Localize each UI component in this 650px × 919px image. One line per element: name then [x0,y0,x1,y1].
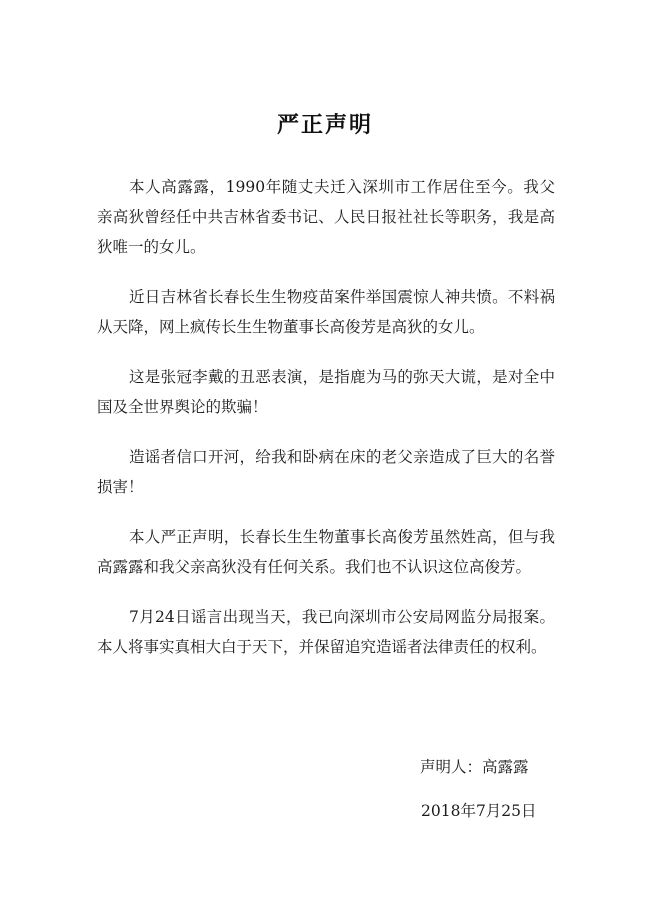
signature-line: 声明人：高露露 [420,758,529,776]
paragraph-4: 造谣者信口开河，给我和卧病在床的老父亲造成了巨大的名誉损害！ [97,448,555,496]
paragraph-3: 这是张冠李戴的丑恶表演，是指鹿为马的弥天大谎，是对全中国及全世界舆论的欺骗！ [97,368,555,416]
paragraph-2: 近日吉林省长春长生生物疫苗案件举国震惊人神共愤。不料祸从天降，网上疯传长生生物董事长高俊芳是高狄的女儿。 [97,288,555,336]
paragraph-6: 7月24日谣言出现当天，我已向深圳市公安局网监分局报案。本人将事实真相大白于天下，并保留追究造谣者法律责任的权利。 [97,608,555,656]
paragraph-5: 本人严正声明，长春长生生物董事长高俊芳虽然姓高，但与我高露露和我父亲高狄没有任何关系。我们也不认识这位高俊芳。 [97,528,555,576]
paragraph-1: 本人高露露，1990年随丈夫迁入深圳市工作居住至今。我父亲高狄曾经任中共吉林省委书记、人民日报社社长等职务，我是高狄唯一的女儿。 [97,178,555,256]
statement-body [97,172,555,682]
date-line: 2018年7月25日 [421,802,537,820]
document-title: 严正声明 [276,113,373,138]
